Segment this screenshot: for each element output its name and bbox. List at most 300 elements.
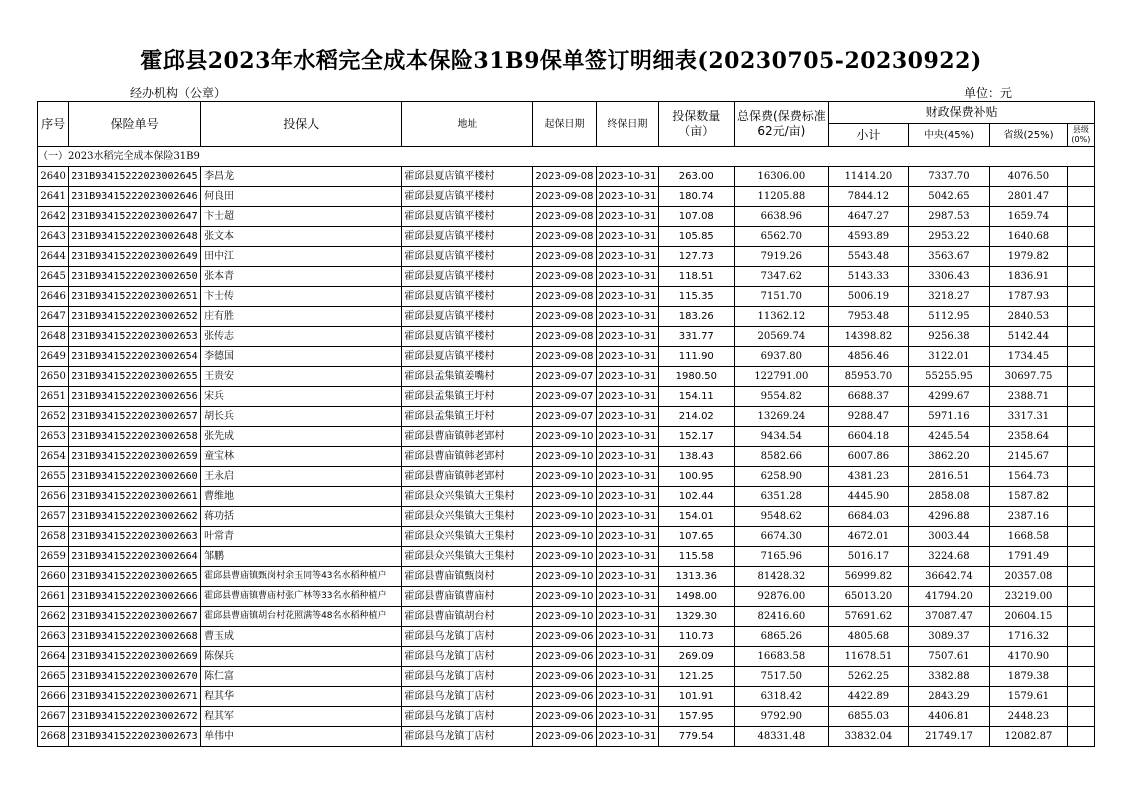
county-subsidy-cell <box>1067 447 1094 467</box>
premium-cell: 7165.96 <box>734 547 829 567</box>
premium-cell: 16306.00 <box>734 167 829 187</box>
start-date-cell: 2023-09-10 <box>533 587 596 607</box>
insured-name-cell: 张传志 <box>201 327 402 347</box>
header-county: 县级(0%) <box>1067 124 1094 147</box>
header-start-date: 起保日期 <box>533 102 596 147</box>
subtotal-cell: 4856.46 <box>829 347 909 367</box>
end-date-cell: 2023-10-31 <box>596 207 658 227</box>
end-date-cell: 2023-10-31 <box>596 567 658 587</box>
table-row <box>38 207 1095 227</box>
central-subsidy-cell: 21749.17 <box>908 727 990 747</box>
provincial-subsidy-cell: 1734.45 <box>990 347 1068 367</box>
county-subsidy-cell <box>1067 407 1094 427</box>
seq-cell: 2656 <box>38 487 69 507</box>
table-row <box>38 167 1095 187</box>
premium-cell: 92876.00 <box>734 587 829 607</box>
header-central: 中央(45%) <box>908 124 990 147</box>
subtotal-cell: 56999.82 <box>829 567 909 587</box>
seq-cell: 2648 <box>38 327 69 347</box>
start-date-cell: 2023-09-08 <box>533 347 596 367</box>
county-subsidy-cell <box>1067 687 1094 707</box>
end-date-cell: 2023-10-31 <box>596 727 658 747</box>
provincial-subsidy-cell: 1564.73 <box>990 467 1068 487</box>
central-subsidy-cell: 3122.01 <box>908 347 990 367</box>
insured-name-cell: 曹维地 <box>201 487 402 507</box>
subtotal-cell: 5006.19 <box>829 287 909 307</box>
start-date-cell: 2023-09-10 <box>533 507 596 527</box>
central-subsidy-cell: 3563.67 <box>908 247 990 267</box>
address-cell: 霍邱县曹庙镇曹庙村 <box>402 587 533 607</box>
address-cell: 霍邱县夏店镇平楼村 <box>402 267 533 287</box>
premium-cell: 20569.74 <box>734 327 829 347</box>
end-date-cell: 2023-10-31 <box>596 667 658 687</box>
county-subsidy-cell <box>1067 667 1094 687</box>
start-date-cell: 2023-09-06 <box>533 707 596 727</box>
insured-name-cell: 何良田 <box>201 187 402 207</box>
seq-cell: 2650 <box>38 367 69 387</box>
policy-number-cell: 231B93415222023002646 <box>69 187 201 207</box>
county-subsidy-cell <box>1067 727 1094 747</box>
quantity-cell: 263.00 <box>659 167 734 187</box>
end-date-cell: 2023-10-31 <box>596 547 658 567</box>
end-date-cell: 2023-10-31 <box>596 707 658 727</box>
seq-cell: 2659 <box>38 547 69 567</box>
central-subsidy-cell: 9256.38 <box>908 327 990 347</box>
provincial-subsidy-cell: 1791.49 <box>990 547 1068 567</box>
table-row <box>38 687 1095 707</box>
county-subsidy-cell <box>1067 587 1094 607</box>
section-label: （一）2023水稻完全成本保险31B9 <box>38 147 1095 167</box>
table-row <box>38 467 1095 487</box>
table-row <box>38 707 1095 727</box>
county-subsidy-cell <box>1067 167 1094 187</box>
table-row <box>38 407 1095 427</box>
premium-cell: 6318.42 <box>734 687 829 707</box>
subtotal-cell: 14398.82 <box>829 327 909 347</box>
premium-cell: 11205.88 <box>734 187 829 207</box>
policy-number-cell: 231B93415222023002649 <box>69 247 201 267</box>
address-cell: 霍邱县夏店镇平楼村 <box>402 347 533 367</box>
policy-number-cell: 231B93415222023002656 <box>69 387 201 407</box>
subtotal-cell: 85953.70 <box>829 367 909 387</box>
start-date-cell: 2023-09-06 <box>533 687 596 707</box>
subtotal-cell: 6855.03 <box>829 707 909 727</box>
start-date-cell: 2023-09-10 <box>533 547 596 567</box>
header-subsidy-group: 财政保费补贴 <box>829 102 1095 124</box>
central-subsidy-cell: 2858.08 <box>908 487 990 507</box>
start-date-cell: 2023-09-06 <box>533 647 596 667</box>
county-subsidy-cell <box>1067 467 1094 487</box>
subtotal-cell: 9288.47 <box>829 407 909 427</box>
insured-name-cell: 田中江 <box>201 247 402 267</box>
table-row <box>38 527 1095 547</box>
policy-number-cell: 231B93415222023002661 <box>69 487 201 507</box>
seq-cell: 2642 <box>38 207 69 227</box>
subtotal-cell: 4805.68 <box>829 627 909 647</box>
central-subsidy-cell: 37087.47 <box>908 607 990 627</box>
premium-cell: 6258.90 <box>734 467 829 487</box>
address-cell: 霍邱县夏店镇平楼村 <box>402 227 533 247</box>
policy-number-cell: 231B93415222023002658 <box>69 427 201 447</box>
insured-name-cell: 张本青 <box>201 267 402 287</box>
premium-cell: 9434.54 <box>734 427 829 447</box>
address-cell: 霍邱县乌龙镇丁店村 <box>402 707 533 727</box>
insured-name-cell: 胡长兵 <box>201 407 402 427</box>
quantity-cell: 154.11 <box>659 387 734 407</box>
central-subsidy-cell: 5112.95 <box>908 307 990 327</box>
start-date-cell: 2023-09-08 <box>533 227 596 247</box>
policy-number-cell: 231B93415222023002666 <box>69 587 201 607</box>
quantity-cell: 180.74 <box>659 187 734 207</box>
start-date-cell: 2023-09-07 <box>533 407 596 427</box>
county-subsidy-cell <box>1067 387 1094 407</box>
premium-cell: 11362.12 <box>734 307 829 327</box>
seq-cell: 2664 <box>38 647 69 667</box>
premium-cell: 7919.26 <box>734 247 829 267</box>
page-title: 霍邱县2023年水稻完全成本保险31B9保单签订明细表(20230705-20230922) <box>140 48 982 74</box>
premium-cell: 6562.70 <box>734 227 829 247</box>
insured-name-cell: 曹玉成 <box>201 627 402 647</box>
policy-number-cell: 231B93415222023002667 <box>69 607 201 627</box>
address-cell: 霍邱县孟集镇姜嘴村 <box>402 367 533 387</box>
start-date-cell: 2023-09-10 <box>533 447 596 467</box>
table-row <box>38 567 1095 587</box>
address-cell: 霍邱县夏店镇平楼村 <box>402 307 533 327</box>
county-subsidy-cell <box>1067 567 1094 587</box>
table-row <box>38 547 1095 567</box>
seq-cell: 2657 <box>38 507 69 527</box>
end-date-cell: 2023-10-31 <box>596 387 658 407</box>
provincial-subsidy-cell: 4170.90 <box>990 647 1068 667</box>
provincial-subsidy-cell: 5142.44 <box>990 327 1068 347</box>
provincial-subsidy-cell: 1659.74 <box>990 207 1068 227</box>
header-provincial: 省级(25%) <box>990 124 1068 147</box>
header-premium: 总保费(保费标准62元/亩) <box>734 102 829 147</box>
policy-number-cell: 231B93415222023002671 <box>69 687 201 707</box>
policy-number-cell: 231B93415222023002655 <box>69 367 201 387</box>
quantity-cell: 183.26 <box>659 307 734 327</box>
insured-name-cell: 张先成 <box>201 427 402 447</box>
policy-table <box>37 101 1095 747</box>
end-date-cell: 2023-10-31 <box>596 347 658 367</box>
provincial-subsidy-cell: 12082.87 <box>990 727 1068 747</box>
central-subsidy-cell: 5042.65 <box>908 187 990 207</box>
central-subsidy-cell: 2987.53 <box>908 207 990 227</box>
county-subsidy-cell <box>1067 527 1094 547</box>
provincial-subsidy-cell: 20604.15 <box>990 607 1068 627</box>
start-date-cell: 2023-09-06 <box>533 627 596 647</box>
provincial-subsidy-cell: 2387.16 <box>990 507 1068 527</box>
provincial-subsidy-cell: 2388.71 <box>990 387 1068 407</box>
insured-name-cell: 庄有胜 <box>201 307 402 327</box>
start-date-cell: 2023-09-06 <box>533 667 596 687</box>
premium-cell: 48331.48 <box>734 727 829 747</box>
policy-number-cell: 231B93415222023002659 <box>69 447 201 467</box>
subtotal-cell: 4647.27 <box>829 207 909 227</box>
header-subtotal: 小计 <box>829 124 909 147</box>
seq-cell: 2643 <box>38 227 69 247</box>
premium-cell: 9548.62 <box>734 507 829 527</box>
address-cell: 霍邱县众兴集镇大王集村 <box>402 487 533 507</box>
table-row <box>38 607 1095 627</box>
subtotal-cell: 7953.48 <box>829 307 909 327</box>
end-date-cell: 2023-10-31 <box>596 167 658 187</box>
quantity-cell: 331.77 <box>659 327 734 347</box>
seq-cell: 2645 <box>38 267 69 287</box>
premium-cell: 9792.90 <box>734 707 829 727</box>
subtotal-cell: 6007.86 <box>829 447 909 467</box>
start-date-cell: 2023-09-08 <box>533 187 596 207</box>
end-date-cell: 2023-10-31 <box>596 327 658 347</box>
central-subsidy-cell: 2953.22 <box>908 227 990 247</box>
subtotal-cell: 33832.04 <box>829 727 909 747</box>
address-cell: 霍邱县乌龙镇丁店村 <box>402 627 533 647</box>
table-row <box>38 227 1095 247</box>
header-row <box>38 102 1095 124</box>
premium-cell: 122791.00 <box>734 367 829 387</box>
header-end-date: 终保日期 <box>596 102 658 147</box>
insured-name-cell: 李昌龙 <box>201 167 402 187</box>
start-date-cell: 2023-09-08 <box>533 167 596 187</box>
quantity-cell: 118.51 <box>659 267 734 287</box>
address-cell: 霍邱县曹庙镇韩老郢村 <box>402 427 533 447</box>
quantity-cell: 1313.36 <box>659 567 734 587</box>
subtotal-cell: 7844.12 <box>829 187 909 207</box>
central-subsidy-cell: 7507.61 <box>908 647 990 667</box>
central-subsidy-cell: 36642.74 <box>908 567 990 587</box>
seq-cell: 2665 <box>38 667 69 687</box>
provincial-subsidy-cell: 3317.31 <box>990 407 1068 427</box>
provincial-subsidy-cell: 2145.67 <box>990 447 1068 467</box>
seq-cell: 2668 <box>38 727 69 747</box>
start-date-cell: 2023-09-10 <box>533 607 596 627</box>
provincial-subsidy-cell: 23219.00 <box>990 587 1068 607</box>
policy-number-cell: 231B93415222023002652 <box>69 307 201 327</box>
quantity-cell: 121.25 <box>659 667 734 687</box>
insured-name-cell: 李德国 <box>201 347 402 367</box>
header-seq: 序号 <box>38 102 69 147</box>
seq-cell: 2653 <box>38 427 69 447</box>
insured-name-cell: 童宝林 <box>201 447 402 467</box>
subtotal-cell: 4422.89 <box>829 687 909 707</box>
start-date-cell: 2023-09-08 <box>533 327 596 347</box>
premium-cell: 9554.82 <box>734 387 829 407</box>
provincial-subsidy-cell: 1587.82 <box>990 487 1068 507</box>
start-date-cell: 2023-09-08 <box>533 287 596 307</box>
end-date-cell: 2023-10-31 <box>596 467 658 487</box>
provincial-subsidy-cell: 1668.58 <box>990 527 1068 547</box>
subtotal-cell: 6688.37 <box>829 387 909 407</box>
header-policy-no: 保险单号 <box>69 102 201 147</box>
county-subsidy-cell <box>1067 547 1094 567</box>
county-subsidy-cell <box>1067 327 1094 347</box>
table-row <box>38 387 1095 407</box>
policy-number-cell: 231B93415222023002665 <box>69 567 201 587</box>
start-date-cell: 2023-09-07 <box>533 387 596 407</box>
end-date-cell: 2023-10-31 <box>596 607 658 627</box>
central-subsidy-cell: 3089.37 <box>908 627 990 647</box>
central-subsidy-cell: 5971.16 <box>908 407 990 427</box>
end-date-cell: 2023-10-31 <box>596 307 658 327</box>
header-insured: 投保人 <box>201 102 402 147</box>
quantity-cell: 152.17 <box>659 427 734 447</box>
seq-cell: 2661 <box>38 587 69 607</box>
table-row <box>38 627 1095 647</box>
subtotal-cell: 5262.25 <box>829 667 909 687</box>
subtotal-cell: 11678.51 <box>829 647 909 667</box>
seq-cell: 2663 <box>38 627 69 647</box>
policy-number-cell: 231B93415222023002645 <box>69 167 201 187</box>
quantity-cell: 269.09 <box>659 647 734 667</box>
table-row <box>38 187 1095 207</box>
policy-number-cell: 231B93415222023002647 <box>69 207 201 227</box>
subtotal-cell: 6684.03 <box>829 507 909 527</box>
insured-name-cell: 陈仁富 <box>201 667 402 687</box>
quantity-cell: 157.95 <box>659 707 734 727</box>
subtotal-cell: 4672.01 <box>829 527 909 547</box>
policy-number-cell: 231B93415222023002654 <box>69 347 201 367</box>
end-date-cell: 2023-10-31 <box>596 187 658 207</box>
policy-number-cell: 231B93415222023002669 <box>69 647 201 667</box>
quantity-cell: 107.65 <box>659 527 734 547</box>
provincial-subsidy-cell: 1879.38 <box>990 667 1068 687</box>
end-date-cell: 2023-10-31 <box>596 647 658 667</box>
premium-cell: 8582.66 <box>734 447 829 467</box>
county-subsidy-cell <box>1067 627 1094 647</box>
start-date-cell: 2023-09-10 <box>533 487 596 507</box>
address-cell: 霍邱县曹庙镇甄岗村 <box>402 567 533 587</box>
address-cell: 霍邱县乌龙镇丁店村 <box>402 687 533 707</box>
quantity-cell: 214.02 <box>659 407 734 427</box>
address-cell: 霍邱县众兴集镇大王集村 <box>402 547 533 567</box>
insured-name-cell: 叶常青 <box>201 527 402 547</box>
quantity-cell: 127.73 <box>659 247 734 267</box>
policy-number-cell: 231B93415222023002662 <box>69 507 201 527</box>
address-cell: 霍邱县孟集镇王圩村 <box>402 387 533 407</box>
end-date-cell: 2023-10-31 <box>596 507 658 527</box>
premium-cell: 7151.70 <box>734 287 829 307</box>
provincial-subsidy-cell: 1579.61 <box>990 687 1068 707</box>
county-subsidy-cell <box>1067 647 1094 667</box>
policy-number-cell: 231B93415222023002650 <box>69 267 201 287</box>
central-subsidy-cell: 55255.95 <box>908 367 990 387</box>
table-row <box>38 447 1095 467</box>
county-subsidy-cell <box>1067 287 1094 307</box>
central-subsidy-cell: 3218.27 <box>908 287 990 307</box>
table-row <box>38 667 1095 687</box>
central-subsidy-cell: 4245.54 <box>908 427 990 447</box>
table-row <box>38 727 1095 747</box>
policy-number-cell: 231B93415222023002648 <box>69 227 201 247</box>
start-date-cell: 2023-09-10 <box>533 527 596 547</box>
subtotal-cell: 4593.89 <box>829 227 909 247</box>
table-row <box>38 367 1095 387</box>
seq-cell: 2641 <box>38 187 69 207</box>
policy-number-cell: 231B93415222023002668 <box>69 627 201 647</box>
provincial-subsidy-cell: 2801.47 <box>990 187 1068 207</box>
quantity-cell: 1498.00 <box>659 587 734 607</box>
quantity-cell: 138.43 <box>659 447 734 467</box>
address-cell: 霍邱县夏店镇平楼村 <box>402 187 533 207</box>
county-subsidy-cell <box>1067 487 1094 507</box>
subtotal-cell: 6604.18 <box>829 427 909 447</box>
address-cell: 霍邱县曹庙镇韩老郢村 <box>402 447 533 467</box>
address-cell: 霍邱县乌龙镇丁店村 <box>402 647 533 667</box>
end-date-cell: 2023-10-31 <box>596 427 658 447</box>
unit-label: 单位：元 <box>964 86 1013 100</box>
central-subsidy-cell: 41794.20 <box>908 587 990 607</box>
insured-name-cell: 霍邱县曹庙镇曹庙村张广林等33名水稻种植户 <box>201 587 402 607</box>
header-address: 地址 <box>402 102 533 147</box>
end-date-cell: 2023-10-31 <box>596 267 658 287</box>
county-subsidy-cell <box>1067 607 1094 627</box>
start-date-cell: 2023-09-10 <box>533 567 596 587</box>
end-date-cell: 2023-10-31 <box>596 527 658 547</box>
section-row <box>38 147 1095 167</box>
county-subsidy-cell <box>1067 187 1094 207</box>
quantity-cell: 115.35 <box>659 287 734 307</box>
end-date-cell: 2023-10-31 <box>596 407 658 427</box>
insured-name-cell: 王永启 <box>201 467 402 487</box>
end-date-cell: 2023-10-31 <box>596 287 658 307</box>
provincial-subsidy-cell: 2448.23 <box>990 707 1068 727</box>
seq-cell: 2647 <box>38 307 69 327</box>
central-subsidy-cell: 7337.70 <box>908 167 990 187</box>
seq-cell: 2640 <box>38 167 69 187</box>
county-subsidy-cell <box>1067 267 1094 287</box>
provincial-subsidy-cell: 1787.93 <box>990 287 1068 307</box>
county-subsidy-cell <box>1067 347 1094 367</box>
policy-number-cell: 231B93415222023002657 <box>69 407 201 427</box>
seq-cell: 2655 <box>38 467 69 487</box>
address-cell: 霍邱县夏店镇平楼村 <box>402 247 533 267</box>
agency-label: 经办机构（公章） <box>130 86 227 100</box>
quantity-cell: 100.95 <box>659 467 734 487</box>
premium-cell: 6351.28 <box>734 487 829 507</box>
quantity-cell: 107.08 <box>659 207 734 227</box>
quantity-cell: 1329.30 <box>659 607 734 627</box>
county-subsidy-cell <box>1067 367 1094 387</box>
seq-cell: 2646 <box>38 287 69 307</box>
start-date-cell: 2023-09-07 <box>533 367 596 387</box>
seq-cell: 2662 <box>38 607 69 627</box>
end-date-cell: 2023-10-31 <box>596 247 658 267</box>
premium-cell: 13269.24 <box>734 407 829 427</box>
provincial-subsidy-cell: 2840.53 <box>990 307 1068 327</box>
insured-name-cell: 陈保兵 <box>201 647 402 667</box>
seq-cell: 2644 <box>38 247 69 267</box>
quantity-cell: 102.44 <box>659 487 734 507</box>
central-subsidy-cell: 3003.44 <box>908 527 990 547</box>
subtotal-cell: 11414.20 <box>829 167 909 187</box>
seq-cell: 2666 <box>38 687 69 707</box>
policy-number-cell: 231B93415222023002670 <box>69 667 201 687</box>
end-date-cell: 2023-10-31 <box>596 367 658 387</box>
premium-cell: 6674.30 <box>734 527 829 547</box>
start-date-cell: 2023-09-10 <box>533 467 596 487</box>
start-date-cell: 2023-09-10 <box>533 427 596 447</box>
premium-cell: 6638.96 <box>734 207 829 227</box>
table-row <box>38 267 1095 287</box>
table-row <box>38 287 1095 307</box>
insured-name-cell: 张文本 <box>201 227 402 247</box>
county-subsidy-cell <box>1067 227 1094 247</box>
insured-name-cell: 霍邱县曹庙镇胡台村花照满等48名水稻种植户 <box>201 607 402 627</box>
quantity-cell: 101.91 <box>659 687 734 707</box>
seq-cell: 2660 <box>38 567 69 587</box>
address-cell: 霍邱县曹庙镇胡台村 <box>402 607 533 627</box>
premium-cell: 6937.80 <box>734 347 829 367</box>
